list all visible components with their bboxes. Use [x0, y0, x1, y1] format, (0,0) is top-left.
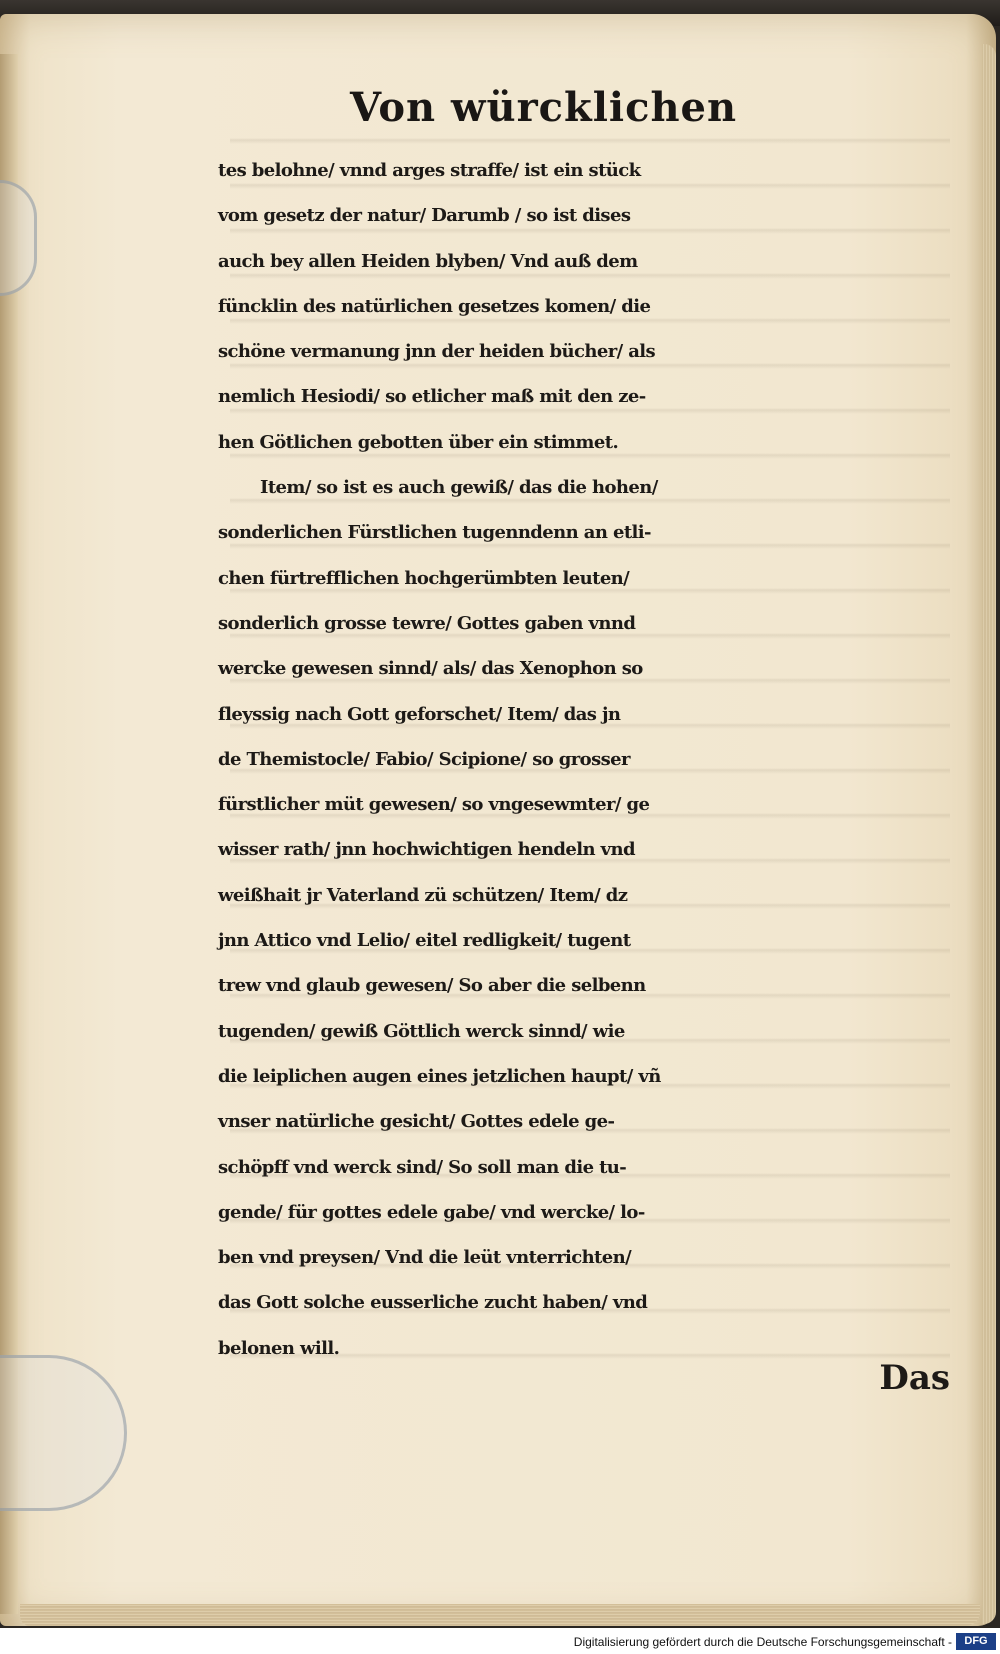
text-line: jnn Attico vnd Lelio/ eitel redligkeit/ tugent	[218, 930, 631, 952]
text-body	[218, 148, 958, 1371]
catchword: Das	[879, 1358, 950, 1398]
page-bottom-edge	[20, 1604, 980, 1626]
text-line: sonderlichen Fürstlichen tugenndenn an etli-	[218, 522, 651, 544]
dfg-logo: DFG	[956, 1633, 996, 1650]
text-line: sonderlich grosse tewre/ Gottes gaben vnnd	[218, 612, 636, 634]
text-line: gende/ für gottes edele gabe/ vnd wercke/ lo-	[218, 1201, 645, 1223]
paragraph-start-line: Item/ so ist es auch gewiß/ das die hohen/	[260, 477, 658, 499]
text-line: auch bey allen Heiden blyben/ Vnd auß dem	[218, 250, 638, 272]
running-head: Von würcklichen	[350, 84, 738, 131]
text-line: schöne vermanung jnn der heiden bücher/ als	[218, 341, 656, 363]
text-line: die leiplichen augen eines jetzlichen haupt/ vñ	[218, 1065, 661, 1087]
text-line: fleyssig nach Gott geforschet/ Item/ das jn	[218, 703, 621, 725]
text-line: tes belohne/ vnnd arges straffe/ ist ein stück	[218, 160, 641, 181]
text-line: schöpff vnd werck sind/ So soll man die tu-	[218, 1156, 627, 1178]
text-line: wisser rath/ jnn hochwichtigen hendeln vnd	[218, 839, 635, 861]
text-line: belonen will.	[218, 1337, 340, 1359]
page-fore-edge	[982, 44, 996, 1624]
text-line: ben vnd preysen/ Vnd die leüt vnterrichten/	[218, 1247, 632, 1269]
text-line: wercke gewesen sinnd/ als/ das Xenophon so	[218, 658, 643, 680]
text-line: tugenden/ gewiß Göttlich werck sinnd/ wie	[218, 1020, 625, 1042]
text-line: trew vnd glaub gewesen/ So aber die selbenn	[218, 975, 646, 997]
text-line: nemlich Hesiodi/ so etlicher maß mit den ze-	[218, 386, 646, 408]
text-line: fürstlicher müt gewesen/ so vngesewmter/ ge	[218, 794, 650, 816]
text-line: de Themistocle/ Fabio/ Scipione/ so grosser	[218, 748, 630, 770]
text-line: vom gesetz der natur/ Darumb / so ist dises	[218, 205, 631, 227]
text-line: das Gott solche eusserliche zucht haben/ vnd	[218, 1292, 648, 1314]
text-line: hen Götlichen gebotten über ein stimmet.	[218, 431, 619, 453]
text-line: weißhait jr Vaterland zü schützen/ Item/ dz	[218, 884, 628, 906]
funding-notice: Digitalisierung gefördert durch die Deutsche Forschungsgemeinschaft -	[573, 1635, 952, 1649]
digitization-footer	[0, 1628, 1000, 1654]
text-line: vnser natürliche gesicht/ Gottes edele ge-	[218, 1111, 615, 1133]
text-line: füncklin des natürlichen gesetzes komen/ die	[218, 295, 651, 317]
text-line: chen fürtrefflichen hochgerümbten leuten/	[218, 567, 630, 589]
